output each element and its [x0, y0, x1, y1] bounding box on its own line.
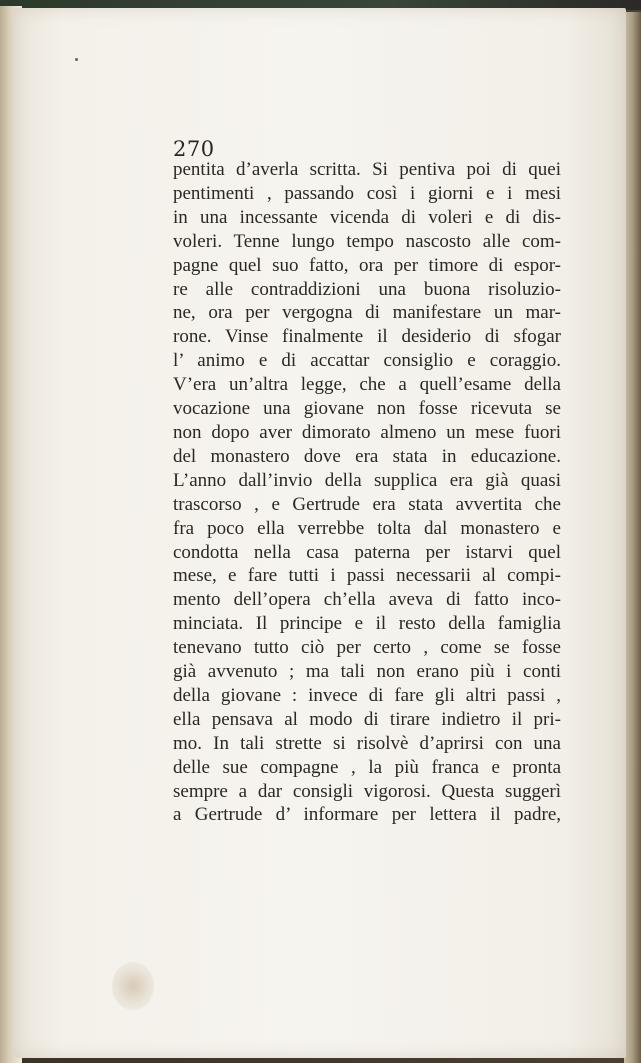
text-line: in una incessante vicenda di voleri e di dis-	[173, 206, 561, 228]
text-line: rone. Vinse finalmente il desiderio di sfogar	[173, 326, 561, 348]
text-line: mento dell’opera ch’ella aveva di fatto inco-	[173, 589, 561, 611]
text-line: fra poco ella verrebbe tolta dal monastero e	[173, 517, 561, 539]
text-line: vocazione una giovane non fosse ricevuta se	[173, 398, 561, 420]
body-text	[173, 158, 561, 827]
text-line: ella pensava al modo di tirare indietro il pri-	[173, 708, 561, 730]
text-line: l’ animo e di accattar consiglio e coraggio.	[173, 350, 561, 372]
text-line: voleri. Tenne lungo tempo nascosto alle com-	[173, 230, 561, 252]
text-line: ne, ora per vergogna di manifestare un mar-	[173, 302, 561, 324]
text-line: pagne quel suo fatto, ora per timore di espor-	[173, 254, 561, 276]
text-line: V’era un’altra legge, che a quell’esame della	[173, 374, 561, 396]
text-line: non dopo aver dimorato almeno un mese fuori	[173, 421, 561, 443]
text-line: minciata. Il principe e il resto della famiglia	[173, 613, 561, 635]
text-line: pentimenti , passando così i giorni e i mesi	[173, 182, 561, 204]
text-line: a Gertrude d’ informare per lettera il padre,	[173, 804, 561, 826]
text-line: della giovane : invece di fare gli altri passi ,	[173, 684, 561, 706]
text-line: tenevano tutto ciò per certo , come se fosse	[173, 637, 561, 659]
text-line: sempre a dar consigli vigorosi. Questa suggerì	[173, 780, 561, 802]
text-line: del monastero dove era stata in educazione.	[173, 445, 561, 467]
text-line: delle sue compagne , la più franca e pronta	[173, 756, 561, 778]
text-line: re alle contraddizioni una buona risoluzio-	[173, 278, 561, 300]
text-line: già avvenuto ; ma tali non erano più i conti	[173, 661, 561, 683]
text-line: trascorso , e Gertrude era stata avvertita che	[173, 493, 561, 515]
paper-speck	[75, 58, 78, 61]
paper-stain	[112, 962, 154, 1010]
book-right-edge	[624, 12, 641, 1063]
page-number: 270	[173, 137, 215, 161]
text-line: pentita d’averla scritta. Si pentiva poi di quei	[173, 159, 561, 180]
text-line: condotta nella casa paterna per istarvi quel	[173, 541, 561, 563]
text-line: mo. In tali strette si risolvè d’aprirsi con una	[173, 732, 561, 754]
text-line: mese, e fare tutti i passi necessarii al compi-	[173, 565, 561, 587]
text-line: L’anno dall’invio della supplica era già quasi	[173, 469, 561, 491]
